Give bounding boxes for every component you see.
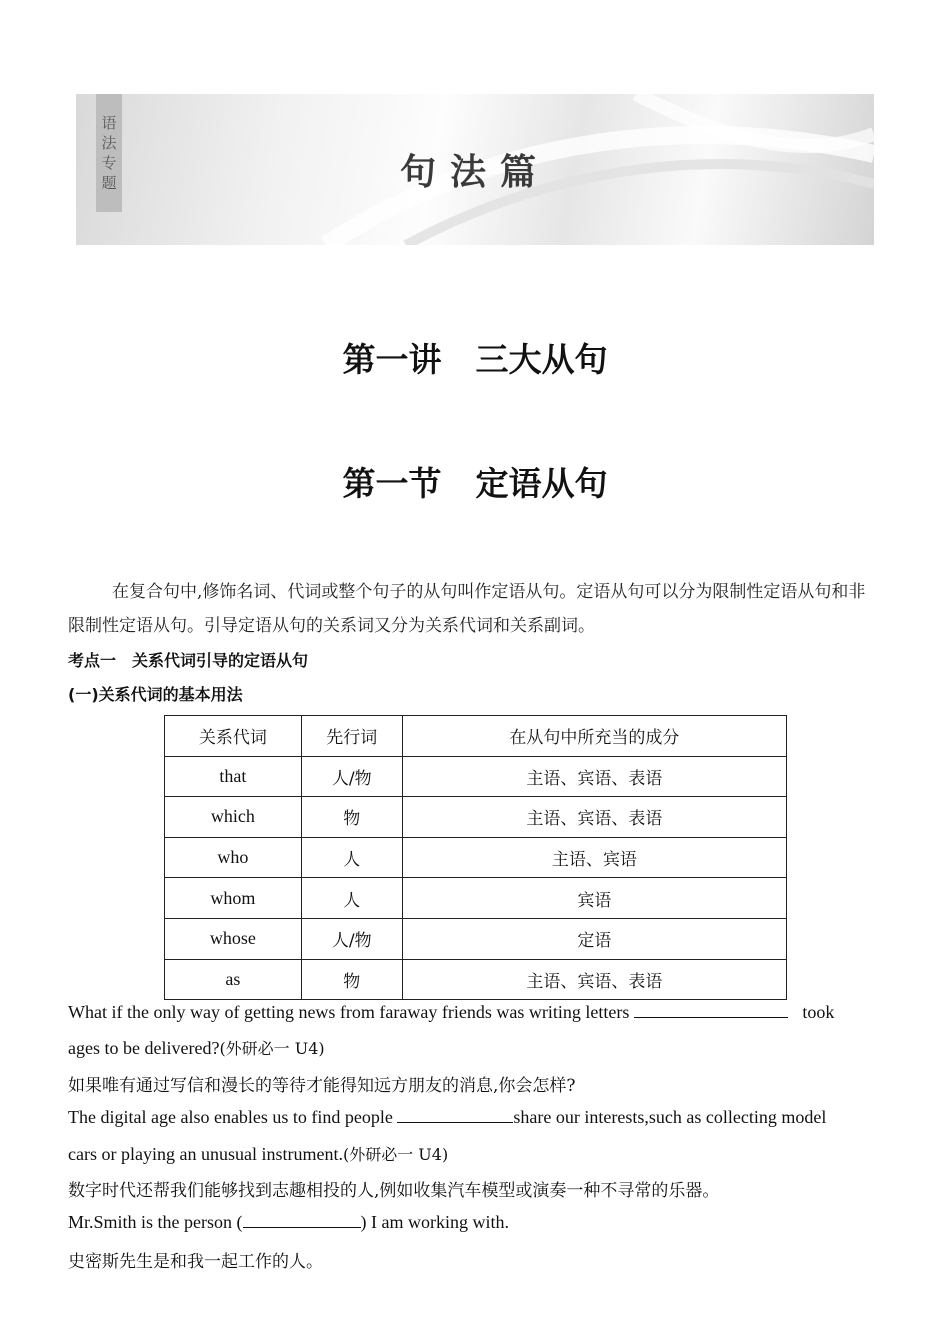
example-text: What if the only way of getting news from faraway friends was writing letters (68, 1002, 630, 1022)
table-cell: 人/物 (301, 756, 402, 797)
example-source: (外研必一 U4) (219, 1039, 325, 1058)
example-text: took (802, 1002, 835, 1022)
table-cell: which (165, 797, 302, 838)
section-title (0, 458, 950, 505)
table-cell: 人 (301, 837, 402, 878)
example-text: ) I am working with. (360, 1212, 509, 1232)
table-cell: 定语 (402, 918, 786, 959)
table-cell: 物 (301, 959, 402, 1000)
lecture-name: 三大从句 (475, 340, 608, 379)
table-row (165, 797, 787, 838)
section-name: 定语从句 (475, 464, 608, 503)
table-cell: 主语、宾语、表语 (402, 959, 786, 1000)
table-row (165, 878, 787, 919)
sub-heading: (一)关系代词的基本用法 (68, 685, 243, 704)
example-1-line-2 (68, 1036, 882, 1059)
table-row (165, 918, 787, 959)
side-tab-char: 法 (101, 134, 117, 152)
table-cell: whose (165, 918, 302, 959)
table-cell: 宾语 (402, 878, 786, 919)
table-cell: that (165, 756, 302, 797)
side-tab-char: 题 (101, 174, 117, 192)
example-text: Mr.Smith is the person ( (68, 1212, 243, 1232)
lecture-title (0, 334, 950, 381)
table-cell: as (165, 959, 302, 1000)
example-text: ages to be delivered? (68, 1038, 220, 1058)
example-3-translation: 史密斯先生是和我一起工作的人。 (68, 1252, 323, 1272)
table-header: 在从句中所充当的成分 (402, 716, 786, 757)
point-heading: 考点一 关系代词引导的定语从句 (68, 651, 309, 670)
side-tab-char: 专 (101, 154, 117, 172)
example-2-translation: 数字时代还帮我们能够找到志趣相投的人,例如收集汽车模型或演奏一种不寻常的乐器。 (68, 1181, 720, 1201)
table-row (165, 837, 787, 878)
intro-paragraph: 在复合句中,修饰名词、代词或整个句子的从句叫作定语从句。定语从句可以分为限制性定语从句和非限制性定语从句。引导定语从句的关系词又分为关系代词和关系副词。 (68, 582, 866, 636)
example-text: cars or playing an unusual instrument. (68, 1144, 343, 1164)
side-tab-char: 语 (101, 114, 117, 132)
table-cell: who (165, 837, 302, 878)
example-1-line-1 (68, 1002, 882, 1023)
table-cell: 主语、宾语 (402, 837, 786, 878)
example-2-line-2 (68, 1142, 882, 1165)
example-text: share our interests,such as collecting model (513, 1107, 827, 1127)
table-header: 关系代词 (165, 716, 302, 757)
chapter-banner (76, 94, 874, 245)
answer-blank[interactable] (397, 1107, 513, 1123)
section-number: 第一节 (342, 464, 442, 503)
table-header-row (165, 716, 787, 757)
banner-title: 句法篇 (399, 152, 550, 193)
table-cell: 人 (301, 878, 402, 919)
table-row (165, 959, 787, 1000)
example-1-translation: 如果唯有通过写信和漫长的等待才能得知远方朋友的消息,你会怎样? (68, 1076, 576, 1096)
answer-blank[interactable] (243, 1212, 361, 1228)
table-header: 先行词 (301, 716, 402, 757)
answer-blank[interactable] (634, 1002, 788, 1018)
example-3-line-1 (68, 1212, 882, 1233)
lecture-number: 第一讲 (342, 340, 442, 379)
example-source: (外研必一 U4) (342, 1145, 449, 1164)
table-cell: whom (165, 878, 302, 919)
example-text: The digital age also enables us to find people (68, 1107, 393, 1127)
table-cell: 主语、宾语、表语 (402, 756, 786, 797)
example-2-line-1 (68, 1107, 882, 1128)
table-cell: 人/物 (301, 918, 402, 959)
table-cell: 主语、宾语、表语 (402, 797, 786, 838)
relative-pronoun-table (164, 715, 787, 1000)
table-cell: 物 (301, 797, 402, 838)
table-row (165, 756, 787, 797)
